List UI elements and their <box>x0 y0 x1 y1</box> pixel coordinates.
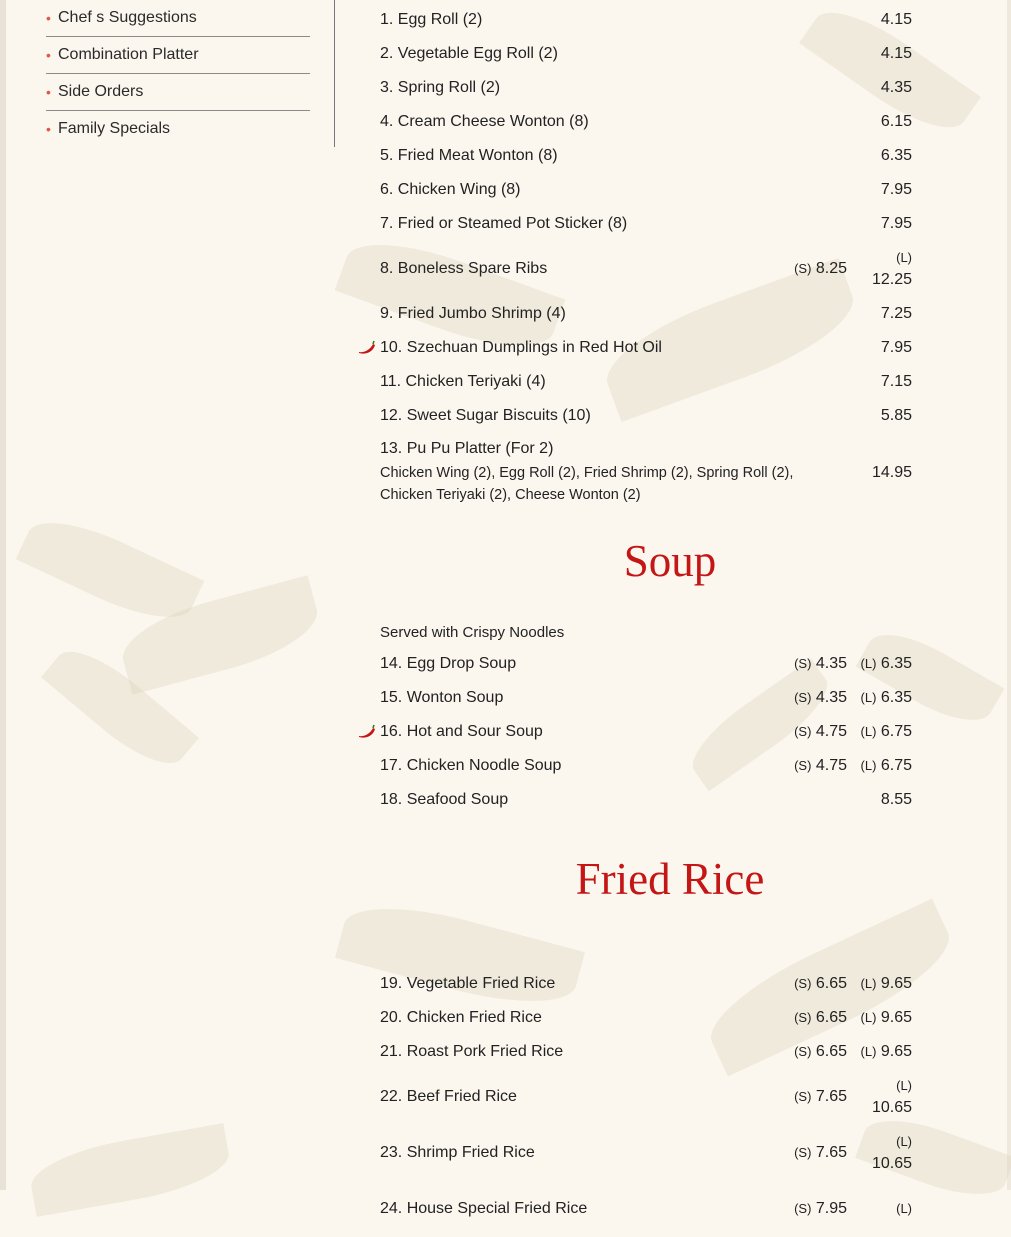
large-size-tag: (L) <box>896 1078 912 1093</box>
item-description: Chicken Wing (2), Egg Roll (2), Fried Shrimp (2), Spring Roll (2), Chicken Teriyaki (2), Cheese Wonton (2) <box>380 465 794 503</box>
small-price: 6.65 <box>815 975 847 992</box>
item-price: 14.95 <box>871 464 912 481</box>
item-price: 6.15 <box>880 113 912 130</box>
large-price: 6.75 <box>880 757 912 774</box>
menu-item <box>380 241 912 297</box>
item-price: 4.35 <box>880 79 912 96</box>
menu-item <box>380 139 912 173</box>
item-name: 6. Chicken Wing (8) <box>380 181 521 198</box>
appetizer-list <box>380 3 912 513</box>
sidebar-item-side-orders[interactable] <box>46 74 310 111</box>
item-price: 5.85 <box>880 407 912 424</box>
item-name: 15. Wonton Soup <box>380 689 504 706</box>
large-price: 10.65 <box>871 1155 912 1172</box>
small-size-tag: (S) <box>794 976 812 991</box>
menu-item <box>380 331 912 365</box>
soup-note: Served with Crispy Noodles <box>380 624 565 641</box>
item-name: 5. Fried Meat Wonton (8) <box>380 147 558 164</box>
menu-item <box>380 3 912 37</box>
large-price: 6.35 <box>880 689 912 706</box>
small-size-tag: (S) <box>794 1089 812 1104</box>
menu-item <box>380 399 912 433</box>
item-price: 4.15 <box>880 11 912 28</box>
item-name: 17. Chicken Noodle Soup <box>380 757 562 774</box>
item-name: 23. Shrimp Fried Rice <box>380 1144 535 1161</box>
item-price: 7.15 <box>880 373 912 390</box>
item-name: 10. Szechuan Dumplings in Red Hot Oil <box>380 339 662 356</box>
large-size-tag: (L) <box>860 1010 877 1025</box>
sidebar <box>46 0 310 147</box>
chili-pepper-icon <box>358 340 376 356</box>
large-size-tag: (L) <box>860 656 877 671</box>
menu-item <box>380 681 912 715</box>
sidebar-item-family-specials[interactable] <box>46 111 310 147</box>
item-price: 7.95 <box>880 215 912 232</box>
item-name: 3. Spring Roll (2) <box>380 79 501 96</box>
item-name: 13. Pu Pu Platter (For 2) <box>380 440 554 457</box>
menu-item <box>380 207 912 241</box>
large-size-tag: (L) <box>896 1201 912 1216</box>
small-price: 4.35 <box>815 689 847 706</box>
item-price: 7.95 <box>880 339 912 356</box>
small-size-tag: (S) <box>794 261 812 276</box>
section-title-fried-rice: Fried Rice <box>575 854 765 904</box>
large-price: 6.75 <box>880 723 912 740</box>
small-size-tag: (S) <box>794 656 812 671</box>
sidebar-item-combination-platter[interactable] <box>46 37 310 74</box>
sidebar-divider <box>334 0 335 147</box>
item-name: 20. Chicken Fried Rice <box>380 1009 542 1026</box>
page-edge-right <box>1007 0 1011 1190</box>
bullet-icon: • <box>46 121 51 137</box>
small-price: 7.95 <box>815 1200 847 1217</box>
menu-item <box>380 967 912 1001</box>
menu-item <box>380 647 912 681</box>
small-size-tag: (S) <box>794 690 812 705</box>
large-price: 9.65 <box>880 1043 912 1060</box>
item-price: 6.35 <box>880 147 912 164</box>
item-price: 7.95 <box>880 181 912 198</box>
small-size-tag: (S) <box>794 1145 812 1160</box>
item-name: 11. Chicken Teriyaki (4) <box>380 373 546 390</box>
soup-list <box>380 647 912 817</box>
menu-content <box>380 0 912 1237</box>
menu-item <box>380 1001 912 1035</box>
menu-item <box>380 749 912 783</box>
small-size-tag: (S) <box>794 724 812 739</box>
sidebar-item-label: Combination Platter <box>58 46 199 63</box>
menu-item <box>380 173 912 207</box>
sidebar-item-label: Family Specials <box>58 120 171 137</box>
item-name: 24. House Special Fried Rice <box>380 1200 588 1217</box>
large-price: 9.65 <box>880 975 912 992</box>
small-price: 6.65 <box>815 1043 847 1060</box>
menu-item <box>380 715 912 749</box>
small-size-tag: (S) <box>794 1201 812 1216</box>
bullet-icon: • <box>46 47 51 63</box>
menu-item <box>380 1069 912 1125</box>
small-size-tag: (S) <box>794 1044 812 1059</box>
large-size-tag: (L) <box>860 724 877 739</box>
item-name: 1. Egg Roll (2) <box>380 11 483 28</box>
page-edge-left <box>0 0 6 1190</box>
item-name: 22. Beef Fried Rice <box>380 1088 517 1105</box>
item-name: 18. Seafood Soup <box>380 791 509 808</box>
large-size-tag: (L) <box>860 758 877 773</box>
item-name: 14. Egg Drop Soup <box>380 655 517 672</box>
small-price: 6.65 <box>815 1009 847 1026</box>
large-price: 12.25 <box>871 271 912 288</box>
small-price: 7.65 <box>815 1088 847 1105</box>
small-price: 4.35 <box>815 655 847 672</box>
item-name: 16. Hot and Sour Soup <box>380 723 543 740</box>
item-name: 19. Vegetable Fried Rice <box>380 975 556 992</box>
large-size-tag: (L) <box>860 976 877 991</box>
section-title-soup: Soup <box>623 536 717 586</box>
menu-item <box>380 365 912 399</box>
large-price: 10.65 <box>871 1099 912 1116</box>
item-name: 4. Cream Cheese Wonton (8) <box>380 113 589 130</box>
large-price: 9.65 <box>880 1009 912 1026</box>
item-name: 8. Boneless Spare Ribs <box>380 260 548 277</box>
menu-item <box>380 1035 912 1069</box>
menu-item <box>380 297 912 331</box>
small-price: 4.75 <box>815 757 847 774</box>
small-size-tag: (S) <box>794 1010 812 1025</box>
small-size-tag: (S) <box>794 758 812 773</box>
sidebar-item-chefs-suggestions[interactable] <box>46 0 310 37</box>
item-price: 4.15 <box>880 45 912 62</box>
item-name: 7. Fried or Steamed Pot Sticker (8) <box>380 215 628 232</box>
sidebar-item-label: Chef s Suggestions <box>58 9 197 26</box>
menu-item <box>380 1125 912 1181</box>
menu-item <box>380 37 912 71</box>
item-price: 7.25 <box>880 305 912 322</box>
item-price: 8.55 <box>880 791 912 808</box>
chili-pepper-icon <box>358 724 376 740</box>
item-name: 21. Roast Pork Fried Rice <box>380 1043 564 1060</box>
large-size-tag: (L) <box>860 690 877 705</box>
menu-item <box>380 433 912 513</box>
item-name: 12. Sweet Sugar Biscuits (10) <box>380 407 591 424</box>
bullet-icon: • <box>46 10 51 26</box>
item-name: 9. Fried Jumbo Shrimp (4) <box>380 305 566 322</box>
small-price: 7.65 <box>815 1144 847 1161</box>
bullet-icon: • <box>46 84 51 100</box>
large-size-tag: (L) <box>896 250 912 265</box>
large-size-tag: (L) <box>860 1044 877 1059</box>
large-size-tag: (L) <box>896 1134 912 1149</box>
item-name: 2. Vegetable Egg Roll (2) <box>380 45 558 62</box>
small-price: 8.25 <box>815 260 847 277</box>
small-price: 4.75 <box>815 723 847 740</box>
menu-item <box>380 783 912 817</box>
menu-item <box>380 105 912 139</box>
menu-item <box>380 1181 912 1237</box>
menu-item <box>380 71 912 105</box>
fried-rice-list <box>380 967 912 1237</box>
large-price: 6.35 <box>880 655 912 672</box>
sidebar-item-label: Side Orders <box>58 83 144 100</box>
